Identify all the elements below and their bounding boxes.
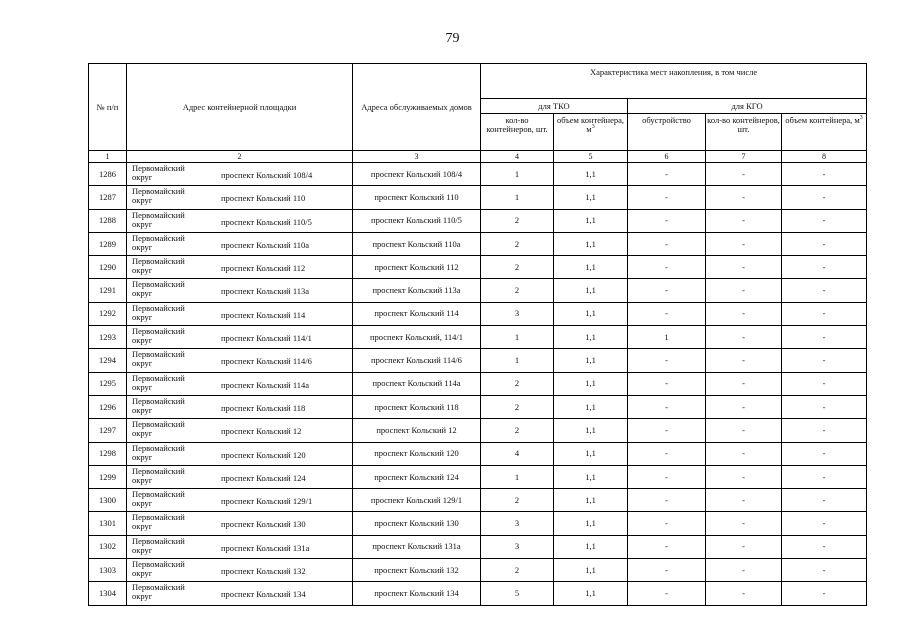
tko-container-volume: 1,1 (554, 256, 628, 279)
street-address: проспект Кольский 132 (221, 566, 306, 577)
street-address: проспект Кольский 113а (221, 286, 310, 297)
tko-container-volume: 1,1 (554, 559, 628, 582)
served-address: проспект Кольский 124 (353, 465, 481, 488)
district-name: Первомайский округ (132, 232, 185, 252)
kgo-container-volume: - (782, 349, 867, 372)
column-number: 5 (554, 151, 628, 163)
district-name: Первомайский округ (132, 256, 185, 276)
column-number: 6 (628, 151, 706, 163)
site-address-cell (127, 186, 353, 209)
arrangement-value: - (628, 163, 706, 186)
table-row (89, 372, 867, 395)
tko-container-volume: 1,1 (554, 279, 628, 302)
street-address: проспект Кольский 120 (221, 449, 306, 460)
kgo-container-volume: - (782, 256, 867, 279)
kgo-container-volume: - (782, 535, 867, 558)
tko-container-volume: 1,1 (554, 326, 628, 349)
arrangement-value: - (628, 465, 706, 488)
header-tko-count: кол-во контейнеров, шт. (481, 114, 554, 151)
served-address: проспект Кольский, 114/1 (353, 326, 481, 349)
kgo-container-volume: - (782, 582, 867, 605)
header-no: № п/п (89, 64, 127, 151)
district-name: Первомайский округ (132, 535, 185, 555)
kgo-container-count: - (706, 232, 782, 255)
street-address: проспект Кольский 134 (221, 589, 306, 600)
table-row (89, 489, 867, 512)
site-address-cell (127, 395, 353, 418)
column-number: 7 (706, 151, 782, 163)
street-address: проспект Кольский 12 (221, 426, 302, 437)
table-row (89, 349, 867, 372)
row-number: 1294 (89, 349, 127, 372)
header-site-address: Адрес контейнерной площадки (127, 64, 353, 151)
table-row (89, 535, 867, 558)
served-address: проспект Кольский 118 (353, 395, 481, 418)
tko-container-count: 4 (481, 442, 554, 465)
served-address: проспект Кольский 131а (353, 535, 481, 558)
arrangement-value: - (628, 372, 706, 395)
tko-container-volume: 1,1 (554, 349, 628, 372)
tko-container-count: 5 (481, 582, 554, 605)
table-row (89, 209, 867, 232)
district-name: Первомайский округ (132, 349, 185, 369)
column-number: 2 (127, 151, 353, 163)
arrangement-value: - (628, 302, 706, 325)
street-address: проспект Кольский 114а (221, 379, 310, 390)
tko-container-volume: 1,1 (554, 582, 628, 605)
served-address: проспект Кольский 110 (353, 186, 481, 209)
site-address-cell (127, 372, 353, 395)
street-address: проспект Кольский 110/5 (221, 216, 312, 227)
column-number: 4 (481, 151, 554, 163)
site-address-cell (127, 256, 353, 279)
district-name: Первомайский округ (132, 279, 185, 299)
row-number: 1290 (89, 256, 127, 279)
arrangement-value: - (628, 559, 706, 582)
kgo-container-volume: - (782, 442, 867, 465)
kgo-container-count: - (706, 419, 782, 442)
table-row (89, 279, 867, 302)
street-address: проспект Кольский 110 (221, 193, 306, 204)
kgo-container-count: - (706, 163, 782, 186)
kgo-container-count: - (706, 465, 782, 488)
arrangement-value: - (628, 209, 706, 232)
served-address: проспект Кольский 108/4 (353, 163, 481, 186)
arrangement-value: - (628, 535, 706, 558)
tko-container-count: 2 (481, 395, 554, 418)
served-address: проспект Кольский 129/1 (353, 489, 481, 512)
served-address: проспект Кольский 112 (353, 256, 481, 279)
district-name: Первомайский округ (132, 163, 185, 182)
tko-container-count: 2 (481, 559, 554, 582)
served-address: проспект Кольский 114 (353, 302, 481, 325)
header-tko-volume: объем контейнера, $м^3$ (554, 114, 628, 151)
served-address: проспект Кольский 110а (353, 232, 481, 255)
site-address-cell (127, 302, 353, 325)
kgo-container-volume: - (782, 372, 867, 395)
kgo-container-count: - (706, 279, 782, 302)
kgo-container-count: - (706, 535, 782, 558)
header-kgo: для КГО (628, 99, 867, 114)
street-address: проспект Кольский 130 (221, 519, 306, 530)
tko-container-count: 3 (481, 302, 554, 325)
kgo-container-volume: - (782, 209, 867, 232)
tko-container-count: 1 (481, 465, 554, 488)
served-address: проспект Кольский 114а (353, 372, 481, 395)
kgo-container-count: - (706, 582, 782, 605)
row-number: 1299 (89, 465, 127, 488)
site-address-cell (127, 512, 353, 535)
kgo-container-volume: - (782, 279, 867, 302)
site-address-cell (127, 559, 353, 582)
tko-container-count: 2 (481, 419, 554, 442)
table-row (89, 442, 867, 465)
tko-container-count: 2 (481, 279, 554, 302)
district-name: Первомайский округ (132, 186, 185, 206)
row-number: 1303 (89, 559, 127, 582)
tko-container-volume: 1,1 (554, 442, 628, 465)
tko-container-volume: 1,1 (554, 419, 628, 442)
row-number: 1287 (89, 186, 127, 209)
site-address-cell (127, 489, 353, 512)
tko-container-count: 3 (481, 512, 554, 535)
served-address: проспект Кольский 110/5 (353, 209, 481, 232)
tko-container-count: 2 (481, 256, 554, 279)
kgo-container-count: - (706, 559, 782, 582)
site-address-cell (127, 349, 353, 372)
street-address: проспект Кольский 114 (221, 309, 306, 320)
site-address-cell (127, 279, 353, 302)
arrangement-value: - (628, 442, 706, 465)
table-row (89, 465, 867, 488)
table-header (89, 64, 867, 163)
served-address: проспект Кольский 114/6 (353, 349, 481, 372)
kgo-container-volume: - (782, 512, 867, 535)
arrangement-value: - (628, 419, 706, 442)
kgo-container-volume: - (782, 465, 867, 488)
row-number: 1288 (89, 209, 127, 232)
row-number: 1291 (89, 279, 127, 302)
street-address: проспект Кольский 131а (221, 542, 310, 553)
row-number: 1295 (89, 372, 127, 395)
header-tko: для ТКО (481, 99, 628, 114)
kgo-container-volume: - (782, 489, 867, 512)
tko-container-count: 2 (481, 232, 554, 255)
column-numbers-row (89, 151, 867, 163)
district-name: Первомайский округ (132, 395, 185, 415)
district-name: Первомайский округ (132, 489, 185, 509)
district-name: Первомайский округ (132, 419, 185, 439)
street-address: проспект Кольский 129/1 (221, 496, 313, 507)
tko-container-count: 2 (481, 209, 554, 232)
header-arrangement: обустройство (628, 114, 706, 151)
street-address: проспект Кольский 114/6 (221, 356, 312, 367)
tko-container-count: 3 (481, 535, 554, 558)
header-kgo-count: кол-во контейнеров, шт. (706, 114, 782, 151)
arrangement-value: - (628, 582, 706, 605)
table-row (89, 326, 867, 349)
container-sites-table (88, 63, 867, 606)
served-address: проспект Кольский 12 (353, 419, 481, 442)
street-address: проспект Кольский 112 (221, 263, 306, 274)
table-body (89, 163, 867, 606)
page-number: 79 (445, 31, 460, 46)
site-address-cell (127, 163, 353, 186)
column-number: 1 (89, 151, 127, 163)
site-address-cell (127, 419, 353, 442)
arrangement-value: - (628, 186, 706, 209)
kgo-container-volume: - (782, 419, 867, 442)
table-row (89, 186, 867, 209)
kgo-container-count: - (706, 372, 782, 395)
site-address-cell (127, 442, 353, 465)
kgo-container-volume: - (782, 163, 867, 186)
site-address-cell (127, 232, 353, 255)
tko-container-volume: 1,1 (554, 372, 628, 395)
site-address-cell (127, 209, 353, 232)
kgo-container-count: - (706, 442, 782, 465)
kgo-container-count: - (706, 512, 782, 535)
street-address: проспект Кольский 114/1 (221, 333, 312, 344)
kgo-container-volume: - (782, 395, 867, 418)
table-row (89, 559, 867, 582)
kgo-container-count: - (706, 302, 782, 325)
header-characteristics: Характеристика мест накопления, в том числе (481, 64, 867, 99)
tko-container-volume: 1,1 (554, 302, 628, 325)
kgo-container-volume: - (782, 186, 867, 209)
served-address: проспект Кольский 132 (353, 559, 481, 582)
table-row (89, 163, 867, 186)
row-number: 1292 (89, 302, 127, 325)
tko-container-count: 1 (481, 349, 554, 372)
site-address-cell (127, 465, 353, 488)
header-kgo-volume: объем контейнера, $м^3$ (782, 114, 867, 151)
tko-container-volume: 1,1 (554, 465, 628, 488)
table-row (89, 512, 867, 535)
arrangement-value: 1 (628, 326, 706, 349)
tko-container-volume: 1,1 (554, 489, 628, 512)
district-name: Первомайский округ (132, 559, 185, 579)
tko-container-volume: 1,1 (554, 512, 628, 535)
tko-container-volume: 1,1 (554, 209, 628, 232)
row-number: 1297 (89, 419, 127, 442)
arrangement-value: - (628, 256, 706, 279)
row-number: 1298 (89, 442, 127, 465)
kgo-container-volume: - (782, 559, 867, 582)
kgo-container-count: - (706, 349, 782, 372)
row-number: 1289 (89, 232, 127, 255)
tko-container-count: 1 (481, 163, 554, 186)
arrangement-value: - (628, 349, 706, 372)
row-number: 1286 (89, 163, 127, 186)
tko-container-volume: 1,1 (554, 186, 628, 209)
row-number: 1296 (89, 395, 127, 418)
kgo-container-count: - (706, 395, 782, 418)
served-address: проспект Кольский 113а (353, 279, 481, 302)
kgo-container-volume: - (782, 302, 867, 325)
column-number: 3 (353, 151, 481, 163)
tko-container-count: 2 (481, 372, 554, 395)
district-name: Первомайский округ (132, 512, 185, 532)
kgo-container-count: - (706, 209, 782, 232)
district-name: Первомайский округ (132, 442, 185, 462)
street-address: проспект Кольский 108/4 (221, 170, 313, 180)
served-address: проспект Кольский 134 (353, 582, 481, 605)
tko-container-count: 2 (481, 489, 554, 512)
tko-container-volume: 1,1 (554, 395, 628, 418)
table-row (89, 302, 867, 325)
district-name: Первомайский округ (132, 582, 185, 602)
district-name: Первомайский округ (132, 209, 185, 229)
table-row (89, 395, 867, 418)
kgo-container-count: - (706, 186, 782, 209)
street-address: проспект Кольский 110а (221, 239, 310, 250)
district-name: Первомайский округ (132, 465, 185, 485)
district-name: Первомайский округ (132, 326, 185, 346)
site-address-cell (127, 326, 353, 349)
tko-container-volume: 1,1 (554, 163, 628, 186)
tko-container-count: 1 (481, 326, 554, 349)
district-name: Первомайский округ (132, 372, 185, 392)
kgo-container-count: - (706, 326, 782, 349)
column-number: 8 (782, 151, 867, 163)
row-number: 1304 (89, 582, 127, 605)
tko-container-volume: 1,1 (554, 232, 628, 255)
served-address: проспект Кольский 120 (353, 442, 481, 465)
row-number: 1300 (89, 489, 127, 512)
arrangement-value: - (628, 489, 706, 512)
row-number: 1302 (89, 535, 127, 558)
arrangement-value: - (628, 232, 706, 255)
header-served-addresses: Адреса обслуживаемых домов (353, 64, 481, 151)
row-number: 1301 (89, 512, 127, 535)
street-address: проспект Кольский 124 (221, 472, 306, 483)
kgo-container-volume: - (782, 326, 867, 349)
kgo-container-count: - (706, 256, 782, 279)
tko-container-volume: 1,1 (554, 535, 628, 558)
row-number: 1293 (89, 326, 127, 349)
site-address-cell (127, 535, 353, 558)
kgo-container-volume: - (782, 232, 867, 255)
tko-container-count: 1 (481, 186, 554, 209)
kgo-container-count: - (706, 489, 782, 512)
table-row (89, 582, 867, 605)
table-row (89, 419, 867, 442)
served-address: проспект Кольский 130 (353, 512, 481, 535)
arrangement-value: - (628, 512, 706, 535)
arrangement-value: - (628, 395, 706, 418)
table-row (89, 232, 867, 255)
arrangement-value: - (628, 279, 706, 302)
table-row (89, 256, 867, 279)
site-address-cell (127, 582, 353, 605)
street-address: проспект Кольский 118 (221, 402, 306, 413)
district-name: Первомайский округ (132, 302, 185, 322)
